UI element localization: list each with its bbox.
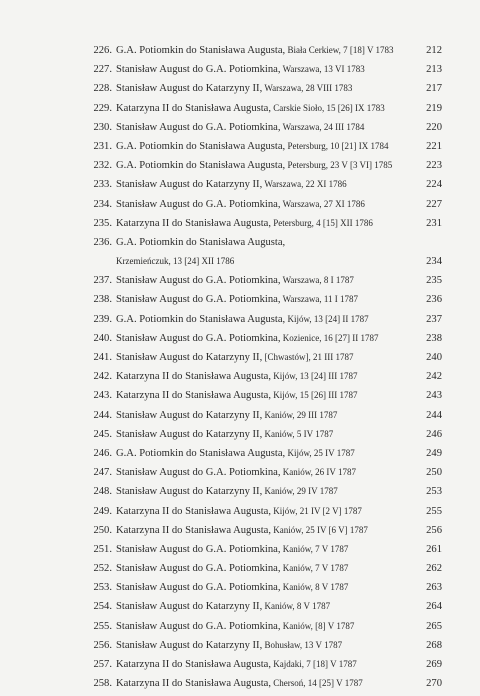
entry-title	[116, 578, 348, 597]
entry-title	[116, 367, 357, 386]
toc-entry	[0, 617, 480, 636]
entry-correspondents: Katarzyna II do Stanisława Augusta,	[116, 217, 272, 229]
entry-correspondents: Stanisław August do G.A. Potiomkina,	[116, 198, 281, 210]
entry-title	[116, 329, 378, 348]
entry-page-number: 261	[426, 543, 442, 555]
entry-number: 238.	[93, 294, 112, 306]
entry-place-date: Kijów, 13 [24] II 1787	[285, 313, 369, 324]
entry-place-date: Kaniów, 7 V 1787	[280, 563, 349, 574]
entry-place-date: Kaniów, [8] V 1787	[280, 620, 355, 631]
entry-number: 235.	[93, 217, 112, 229]
entry-place-date: Chersoń, 14 [25] V 1787	[271, 678, 363, 689]
toc-entry	[0, 521, 480, 540]
entry-title	[116, 406, 337, 425]
entry-correspondents: Stanisław August do Katarzyny II,	[116, 352, 263, 364]
entry-place-date: Bohusław, 13 V 1787	[262, 639, 343, 650]
entry-place-date: Kaniów, 8 V 1787	[280, 582, 349, 593]
entry-page-number: 227	[426, 198, 442, 210]
entry-title	[116, 348, 353, 367]
entry-number: 248.	[93, 486, 112, 498]
entry-page-number: 224	[426, 179, 442, 191]
entry-correspondents: G.A. Potiomkin do Stanisława Augusta,	[116, 160, 286, 172]
entry-place-date: Warszawa, 11 I 1787	[280, 294, 359, 305]
entry-title	[116, 79, 352, 98]
toc-entry	[0, 60, 480, 79]
entry-number: 243.	[93, 390, 112, 402]
entry-place-date: Petersburg, 23 V [3 VI] 1785	[285, 160, 393, 171]
entry-correspondents: Stanisław August do G.A. Potiomkina,	[116, 582, 281, 594]
entry-page-number: 240	[426, 352, 442, 364]
entry-number: 258.	[93, 678, 112, 690]
toc-entry	[0, 310, 480, 329]
entry-page-number: 270	[426, 678, 442, 690]
entry-correspondents: Stanisław August do G.A. Potiomkina,	[116, 543, 281, 555]
toc-entry	[0, 578, 480, 597]
entry-place-date: Warszawa, 8 I 1787	[280, 275, 354, 286]
toc-entry	[0, 41, 480, 60]
entry-title	[116, 617, 354, 636]
entry-correspondents: Stanisław August do Katarzyny II,	[116, 409, 263, 421]
entry-place-date: Warszawa, 22 XI 1786	[262, 179, 347, 190]
entry-title	[116, 597, 330, 616]
toc-entry	[0, 540, 480, 559]
entry-page-number: 242	[426, 371, 442, 383]
entry-correspondents: Stanisław August do G.A. Potiomkina,	[116, 121, 281, 133]
entry-number: 239.	[93, 313, 112, 325]
entry-correspondents: Katarzyna II do Stanisława Augusta,	[116, 371, 272, 383]
entry-page-number: 238	[426, 332, 442, 344]
entry-number: 245.	[93, 428, 112, 440]
entry-place-date: Biała Cerkiew, 7 [18] V 1783	[285, 45, 394, 55]
toc-entry	[0, 290, 480, 309]
toc-entry	[0, 99, 480, 118]
entry-page-number: 268	[426, 639, 442, 651]
entry-page-number: 220	[426, 121, 442, 133]
entry-number: 226.	[93, 45, 112, 56]
entry-number: 241.	[93, 352, 112, 364]
entry-place-date: Kaniów, 7 V 1787	[280, 543, 349, 554]
entry-number: 234.	[93, 198, 112, 210]
entry-title	[116, 195, 365, 214]
table-of-contents	[0, 41, 480, 693]
entry-number: 253.	[93, 582, 112, 594]
entry-title	[116, 425, 333, 444]
entry-number: 240.	[93, 332, 112, 344]
entry-number: 237.	[93, 275, 112, 287]
entry-number: 233.	[93, 179, 112, 191]
entry-correspondents: Katarzyna II do Stanisława Augusta,	[116, 505, 272, 517]
entry-number: 251.	[93, 543, 112, 555]
toc-entry	[0, 118, 480, 137]
entry-correspondents: Stanisław August do Katarzyny II,	[116, 486, 263, 498]
entry-correspondents: G.A. Potiomkin do Stanisława Augusta,	[116, 313, 286, 325]
toc-entry	[0, 156, 480, 175]
entry-number: 247.	[93, 467, 112, 479]
entry-place-date: Kozienice, 16 [27] II 1787	[280, 332, 379, 343]
entry-number: 232.	[93, 160, 112, 172]
entry-place-date: Krzemieńczuk, 13 [24] XII 1786	[116, 256, 235, 267]
entry-place-date: Kijów, 15 [26] III 1787	[271, 390, 358, 401]
entry-number: 244.	[93, 409, 112, 421]
entry-number: 229.	[93, 102, 112, 114]
toc-entry	[0, 463, 480, 482]
entry-title	[116, 310, 369, 329]
entry-place-date: Warszawa, 27 XI 1786	[280, 198, 365, 209]
entry-place-date: Kajdaki, 7 [18] V 1787	[271, 659, 357, 670]
entry-correspondents: Stanisław August do G.A. Potiomkina,	[116, 332, 281, 344]
entry-correspondents: G.A. Potiomkin do Stanisława Augusta,	[116, 140, 286, 152]
entry-place-date: Kijów, 25 IV 1787	[285, 447, 355, 458]
toc-entry	[0, 502, 480, 521]
entry-correspondents: Stanisław August do Katarzyny II,	[116, 601, 263, 613]
entry-place-date: Warszawa, 24 III 1784	[280, 121, 365, 132]
entry-title	[116, 521, 368, 540]
entry-place-date: Warszawa, 13 VI 1783	[280, 64, 365, 75]
entry-number: 236.	[93, 236, 112, 248]
entry-page-number: 262	[426, 563, 442, 575]
entry-page-number: 223	[426, 160, 442, 172]
entry-correspondents: Stanisław August do G.A. Potiomkina,	[116, 294, 281, 306]
entry-title	[116, 674, 363, 693]
entry-page-number: 235	[426, 275, 442, 287]
entry-correspondents: Stanisław August do G.A. Potiomkina,	[116, 467, 281, 479]
entry-page-number: 213	[426, 64, 442, 76]
entry-title	[116, 137, 389, 156]
toc-entry	[0, 425, 480, 444]
entry-page-number: 219	[426, 102, 442, 114]
entry-number: 249.	[93, 505, 112, 517]
entry-number: 256.	[93, 639, 112, 651]
entry-title	[116, 60, 365, 79]
entry-page-number: 246	[426, 428, 442, 440]
entry-page-number: 256	[426, 524, 442, 536]
entry-title	[116, 271, 354, 290]
entry-number: 231.	[93, 140, 112, 152]
toc-entry	[0, 597, 480, 616]
entry-title	[116, 156, 392, 175]
entry-title	[116, 118, 364, 137]
entry-number: 252.	[93, 563, 112, 575]
entry-title	[116, 502, 362, 521]
entry-page-number: 231	[426, 217, 442, 229]
entry-place-date: Kaniów, 25 IV [6 V] 1787	[271, 524, 368, 535]
entry-page-number: 264	[426, 601, 442, 613]
entry-page-number: 255	[426, 505, 442, 517]
toc-entry	[0, 367, 480, 386]
entry-place-date: Kijów, 21 IV [2 V] 1787	[271, 505, 362, 516]
entry-page-number: 249	[426, 447, 442, 459]
entry-number: 257.	[93, 659, 112, 671]
entry-page-number: 237	[426, 313, 442, 325]
entry-place-date: Kaniów, 29 IV 1787	[262, 486, 338, 497]
entry-page-number: 212	[426, 45, 442, 56]
entry-title	[116, 444, 355, 463]
entry-page-number: 253	[426, 486, 442, 498]
entry-correspondents: Stanisław August do G.A. Potiomkina,	[116, 64, 281, 76]
entry-page-number: 217	[426, 83, 442, 95]
toc-entry	[0, 386, 480, 405]
entry-correspondents: G.A. Potiomkin do Stanisława Augusta,	[116, 447, 286, 459]
toc-entry	[0, 79, 480, 98]
toc-entry	[0, 137, 480, 156]
entry-correspondents: G.A. Potiomkin do Stanisława Augusta,	[116, 236, 286, 248]
entry-title	[116, 482, 338, 501]
entry-number: 228.	[93, 83, 112, 95]
entry-title	[116, 559, 348, 578]
entry-correspondents: Stanisław August do Katarzyny II,	[116, 179, 263, 191]
entry-title	[116, 540, 348, 559]
entry-place-date: Kaniów, 5 IV 1787	[262, 428, 334, 439]
toc-entry	[0, 444, 480, 463]
toc-entry	[0, 636, 480, 655]
toc-entry	[0, 559, 480, 578]
entry-number: 242.	[93, 371, 112, 383]
entry-title	[116, 41, 394, 60]
entry-correspondents: Stanisław August do Katarzyny II,	[116, 639, 263, 651]
entry-page-number: 269	[426, 659, 442, 671]
entry-title	[116, 214, 373, 233]
toc-entry	[0, 233, 480, 271]
entry-title	[116, 636, 342, 655]
toc-entry	[0, 214, 480, 233]
toc-entry	[0, 655, 480, 674]
entry-page-number: 243	[426, 390, 442, 402]
toc-entry	[0, 329, 480, 348]
toc-entry	[0, 175, 480, 194]
entry-place-date: Kaniów, 8 V 1787	[262, 601, 331, 612]
toc-entry	[0, 482, 480, 501]
entry-page-number: 236	[426, 294, 442, 306]
entry-correspondents: G.A. Potiomkin do Stanisława Augusta,	[116, 45, 286, 56]
entry-number: 227.	[93, 64, 112, 76]
entry-correspondents: Katarzyna II do Stanisława Augusta,	[116, 102, 272, 114]
entry-title	[116, 655, 357, 674]
entry-title	[116, 386, 357, 405]
toc-entry	[0, 348, 480, 367]
entry-page-number: 265	[426, 620, 442, 632]
entry-number: 230.	[93, 121, 112, 133]
entry-title	[116, 175, 347, 194]
entry-page-number: 221	[426, 140, 442, 152]
toc-entry	[0, 406, 480, 425]
entry-place-date: Kaniów, 29 III 1787	[262, 409, 338, 420]
entry-number: 254.	[93, 601, 112, 613]
entry-place-date: Petersburg, 10 [21] IX 1784	[285, 140, 389, 151]
entry-place-date: Warszawa, 28 VIII 1783	[262, 83, 353, 94]
entry-title	[116, 99, 385, 118]
entry-correspondents: Katarzyna II do Stanisława Augusta,	[116, 678, 272, 690]
entry-place-date: Petersburg, 4 [15] XII 1786	[271, 217, 373, 228]
entry-correspondents: Stanisław August do G.A. Potiomkina,	[116, 275, 281, 287]
entry-page-number: 244	[426, 409, 442, 421]
entry-place-date: Carskie Sioło, 15 [26] IX 1783	[271, 102, 385, 113]
entry-correspondents: Katarzyna II do Stanisława Augusta,	[116, 659, 272, 671]
toc-entry	[0, 674, 480, 693]
entry-correspondents: Stanisław August do Katarzyny II,	[116, 83, 263, 95]
entry-place-date: Kaniów, 26 IV 1787	[280, 467, 357, 478]
entry-correspondents: Katarzyna II do Stanisława Augusta,	[116, 524, 272, 536]
entry-place-date: Kijów, 13 [24] III 1787	[271, 371, 358, 382]
entry-title	[116, 290, 358, 309]
entry-title	[116, 233, 285, 271]
entry-number: 250.	[93, 524, 112, 536]
toc-entry	[0, 195, 480, 214]
entry-title	[116, 463, 356, 482]
entry-correspondents: Stanisław August do G.A. Potiomkina,	[116, 620, 281, 632]
toc-entry	[0, 271, 480, 290]
entry-place-date: [Chwastów], 21 III 1787	[262, 352, 354, 363]
entry-correspondents: Katarzyna II do Stanisława Augusta,	[116, 390, 272, 402]
entry-number: 255.	[93, 620, 112, 632]
entry-correspondents: Stanisław August do G.A. Potiomkina,	[116, 563, 281, 575]
entry-page-number: 250	[426, 467, 442, 479]
entry-number: 246.	[93, 447, 112, 459]
entry-page-number: 234	[426, 256, 442, 268]
entry-correspondents: Stanisław August do Katarzyny II,	[116, 428, 263, 440]
entry-page-number: 263	[426, 582, 442, 594]
